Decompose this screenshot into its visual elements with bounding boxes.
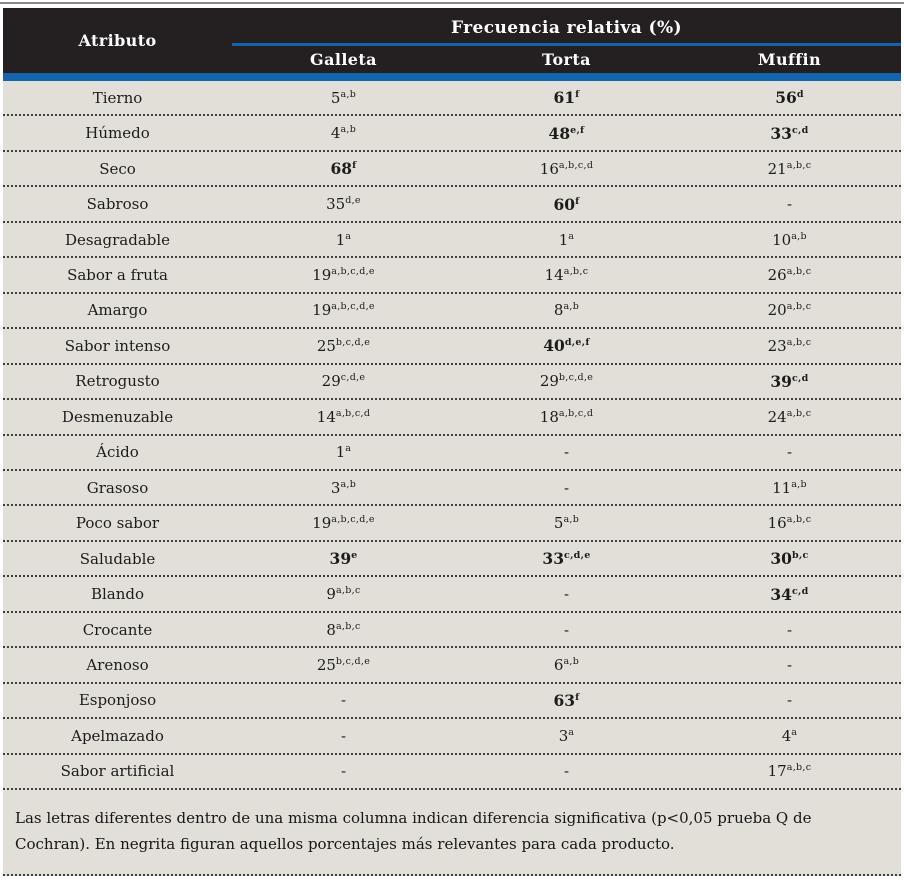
attribute-label: Saludable (79, 549, 156, 568)
value-cell: - (563, 762, 570, 781)
table-row (3, 223, 901, 258)
attribute-label: Apelmazado (71, 726, 164, 745)
significance-letters: a,b (340, 124, 357, 136)
significance-letters: b,c,d,e (335, 336, 371, 348)
value-cell: 26$^{a,b,c}$ (767, 265, 812, 284)
table-row (3, 329, 901, 364)
table-row (3, 152, 901, 187)
attribute-label: Poco sabor (75, 514, 160, 533)
table-row (3, 436, 901, 471)
significance-letters: f (575, 691, 580, 703)
significance-letters: c,d (791, 124, 809, 136)
attribute-label: Sabor intenso (64, 336, 171, 355)
table-body (3, 81, 901, 790)
column-header-galleta: Galleta (310, 50, 377, 69)
value-cell: 33$^{c,d}$ (770, 123, 809, 143)
value-cell: - (563, 443, 570, 462)
value-cell: 1$^a$ (558, 230, 575, 249)
significance-letters: a,b,c (563, 265, 589, 277)
top-border-rule (0, 2, 904, 4)
attribute-label: Sabroso (86, 195, 149, 214)
value-cell: 4$^{a,b}$ (330, 124, 357, 143)
group-title: Frecuencia relativa (%) (451, 18, 682, 38)
table-row (3, 542, 901, 577)
value-cell: 60$^f$ (553, 194, 580, 214)
value-cell: 29$^{b,c,d,e}$ (539, 372, 594, 391)
value-cell: 3$^{a,b}$ (330, 478, 357, 497)
table-header (3, 8, 901, 73)
attribute-label: Ácido (96, 443, 139, 462)
attribute-label: Húmedo (85, 124, 150, 143)
attribute-label: Amargo (87, 301, 148, 320)
value-cell: 24$^{a,b,c}$ (767, 407, 812, 426)
value-cell: 61$^f$ (553, 88, 580, 108)
value-cell: 19$^{a,b,c,d,e}$ (312, 514, 375, 533)
significance-letters: a (791, 726, 798, 738)
value-cell: - (563, 620, 570, 639)
significance-letters: a,b,c,d,e (331, 265, 375, 277)
significance-letters: a (345, 443, 352, 455)
significance-letters: f (575, 195, 580, 207)
attribute-label: Sabor artificial (60, 762, 175, 781)
attribute-label: Grasoso (86, 478, 149, 497)
significance-letters: d,e,f (564, 337, 590, 349)
table-row (3, 400, 901, 435)
significance-letters: a,b,c,d (558, 159, 594, 171)
significance-letters: a,b (340, 478, 357, 490)
significance-letters: c,d,e (563, 549, 591, 561)
value-cell: 5$^{a,b}$ (330, 88, 357, 107)
value-cell: 6$^{a,b}$ (553, 655, 580, 674)
table-row (3, 365, 901, 400)
attribute-label: Seco (99, 159, 136, 178)
value-cell: - (340, 691, 347, 710)
significance-letters: e (351, 549, 358, 561)
significance-letters: a (568, 726, 575, 738)
attribute-label: Tierno (92, 88, 143, 107)
column-header-muffin: Muffin (757, 50, 822, 69)
value-cell: 39e (329, 549, 358, 569)
table-row (3, 613, 901, 648)
attribute-label: Crocante (82, 620, 153, 639)
value-cell: 18$^{a,b,c,d}$ (539, 407, 594, 426)
table-row (3, 755, 901, 790)
table-row (3, 471, 901, 506)
value-cell: 3$^a$ (558, 726, 575, 745)
significance-letters: b,c,d,e (335, 655, 371, 667)
significance-letters: a,b,c (335, 620, 361, 632)
significance-letters: d,e (345, 195, 361, 207)
attribute-label: Desmenuzable (61, 407, 174, 426)
value-cell: 23$^{a,b,c}$ (767, 336, 812, 355)
value-cell: 4$^a$ (781, 726, 798, 745)
significance-letters: f (575, 89, 580, 101)
value-cell: 19$^{a,b,c,d,e}$ (312, 301, 375, 320)
significance-letters: a,b,c,d,e (331, 514, 375, 526)
sensory-frequency-table (3, 8, 901, 876)
value-cell: 39$^{c,d}$ (770, 371, 809, 391)
table-row (3, 187, 901, 222)
value-cell: 56$^d$ (775, 88, 804, 108)
value-cell: 21$^{a,b,c}$ (767, 159, 812, 178)
significance-letters: a,b,c (786, 301, 812, 313)
significance-letters: c,d,e (340, 372, 366, 384)
significance-letters: a,b,c (335, 585, 361, 597)
table-row (3, 577, 901, 612)
value-cell: - (786, 620, 793, 639)
value-cell: 35$^{d,e}$ (326, 195, 361, 214)
value-cell: - (786, 655, 793, 674)
table-row (3, 719, 901, 754)
significance-letters: b,c,d,e (558, 372, 594, 384)
significance-letters: a,b,c,d,e (331, 301, 375, 313)
value-cell: 10$^{a,b}$ (772, 230, 807, 249)
significance-letters: a (345, 230, 352, 242)
significance-letters: c,d (791, 372, 809, 384)
value-cell: 8$^{a,b}$ (553, 301, 580, 320)
value-cell: - (340, 726, 347, 745)
attribute-label: Blando (90, 585, 145, 604)
significance-letters: a,b,c,d (335, 407, 371, 419)
significance-letters: a,b (563, 301, 580, 313)
value-cell: 8$^{a,b,c}$ (326, 620, 361, 639)
significance-letters: a,b,c (786, 336, 812, 348)
table-row (3, 258, 901, 293)
value-cell: 33$^{c,d,e}$ (542, 549, 591, 569)
value-cell: 20$^{a,b,c}$ (767, 301, 812, 320)
significance-letters: e,f (570, 124, 585, 136)
table-footnote: Las letras diferentes dentro de una misma columna indican diferencia significativa (p<0,05 prueba Q de Cochran). En negrita figuran aquellos porcentajes más relevantes para cada producto. (3, 790, 901, 876)
significance-letters: a,b (563, 655, 580, 667)
significance-letters: a,b,c (786, 407, 812, 419)
value-cell: 5$^{a,b}$ (553, 514, 580, 533)
value-cell: 17$^{a,b,c}$ (767, 762, 812, 781)
table-row (3, 648, 901, 683)
significance-letters: a,b (791, 230, 807, 242)
value-cell: 9$^{a,b,c}$ (326, 585, 361, 604)
value-cell: 19$^{a,b,c,d,e}$ (312, 265, 375, 284)
significance-letters: a (568, 230, 575, 242)
value-cell: - (340, 762, 347, 781)
attribute-label: Esponjoso (78, 691, 157, 710)
value-cell: 48$^{e,f}$ (548, 123, 585, 143)
significance-letters: a,b,c (786, 514, 812, 526)
table-row (3, 506, 901, 541)
table-row (3, 684, 901, 719)
value-cell: 14$^{a,b,c,d}$ (316, 407, 371, 426)
value-cell: - (786, 691, 793, 710)
value-cell: 34$^{c,d}$ (770, 584, 809, 604)
value-cell: 25$^{b,c,d,e}$ (316, 336, 371, 355)
value-cell: - (786, 443, 793, 462)
significance-letters: d (796, 89, 804, 101)
table-row (3, 81, 901, 116)
value-cell: 14$^{a,b,c}$ (544, 265, 589, 284)
attribute-label: Sabor a fruta (67, 265, 168, 284)
value-cell: 1$^a$ (335, 443, 352, 462)
value-cell: - (786, 195, 793, 214)
value-cell: 1$^a$ (335, 230, 352, 249)
value-cell: 16$^{a,b,c,d}$ (539, 159, 594, 178)
value-cell: 25$^{b,c,d,e}$ (316, 655, 371, 674)
header-accent-bar (3, 73, 901, 81)
significance-letters: b,c (791, 549, 809, 561)
significance-letters: a,b,c (786, 159, 812, 171)
value-cell: 40$^{d,e,f}$ (543, 336, 590, 356)
significance-letters: a,b (791, 478, 807, 490)
header-group-frecuencia (232, 8, 901, 73)
value-cell: - (563, 478, 570, 497)
significance-letters: a,b (563, 514, 580, 526)
table-row (3, 294, 901, 329)
significance-letters: a,b (340, 88, 357, 100)
significance-letters: a,b,c (786, 762, 812, 774)
attribute-label: Arenoso (86, 655, 149, 674)
attribute-label: Retrogusto (75, 372, 160, 391)
column-header-atributo: Atributo (78, 31, 157, 50)
significance-letters: a,b,c,d (558, 407, 594, 419)
value-cell: - (563, 585, 570, 604)
significance-letters: c,d (791, 585, 809, 597)
attribute-label: Desagradable (64, 230, 171, 249)
table-row (3, 116, 901, 151)
product-subheaders (232, 46, 901, 73)
value-cell: 63$^f$ (553, 690, 580, 710)
value-cell: 68$^f$ (330, 159, 357, 179)
value-cell: 11$^{a,b}$ (772, 478, 807, 497)
significance-letters: a,b,c (786, 265, 812, 277)
value-cell: 30$^{b,c}$ (770, 549, 809, 569)
value-cell: 29$^{c,d,e}$ (321, 372, 366, 391)
significance-letters: f (352, 159, 357, 171)
value-cell: 16$^{a,b,c}$ (767, 514, 812, 533)
column-header-torta: Torta (542, 50, 591, 69)
